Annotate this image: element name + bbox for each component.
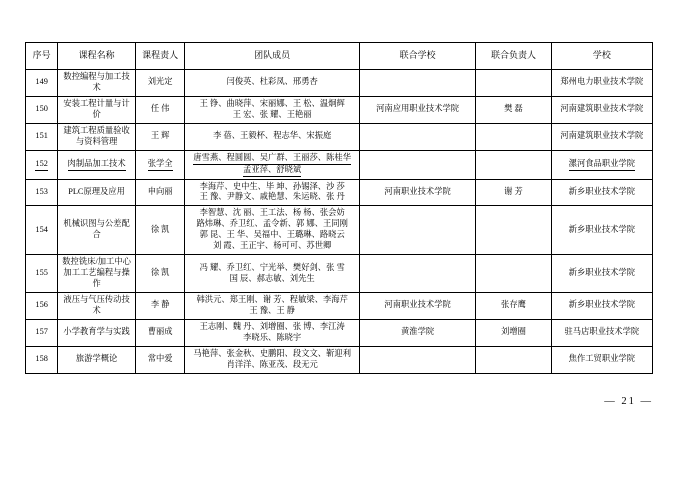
cell-union-school	[359, 123, 475, 150]
page-number: — 21 —	[604, 396, 653, 407]
table-body	[26, 70, 653, 374]
cell-course-leader: 张学全	[135, 150, 185, 179]
cell-school: 新乡职业技术学院	[551, 179, 652, 206]
cell-sequence: 156	[26, 292, 58, 319]
cell-course-leader: 常中爱	[135, 346, 185, 373]
column-header-seq: 序号	[26, 43, 58, 70]
cell-team-members: 韩洪元、郑王刚、谢 芳、程敏梁、李海芹 王 豫、王 静	[185, 292, 360, 319]
course-table	[25, 42, 653, 374]
cell-union-leader	[476, 70, 551, 97]
cell-course-leader: 刘光定	[135, 70, 185, 97]
column-header-school: 学校	[551, 43, 652, 70]
cell-course-leader: 王 辉	[135, 123, 185, 150]
cell-team-members: 王 铮、曲晓萍、宋丽娜、王 松、温炯辉 王 宏、张 耀、王艳丽	[185, 96, 360, 123]
cell-school: 新乡职业技术学院	[551, 255, 652, 293]
cell-team-members: 冯 耀、乔卫红、宁光举、樊好剑、张 雪 国 辰、郝志敏、刘先生	[185, 255, 360, 293]
table-header	[26, 43, 653, 70]
cell-course-leader: 李 静	[135, 292, 185, 319]
cell-union-school	[359, 150, 475, 179]
cell-school: 郑州电力职业技术学院	[551, 70, 652, 97]
cell-course-leader: 任 伟	[135, 96, 185, 123]
cell-union-leader	[476, 255, 551, 293]
cell-union-leader	[476, 206, 551, 255]
cell-sequence: 158	[26, 346, 58, 373]
cell-team-members: 李海芹、史中生、毕 坤、孙锡泽、沙 莎 王 豫、尹静文、戚艳慧、朱运晓、张 丹	[185, 179, 360, 206]
cell-course-name: 机械识图与公差配合	[58, 206, 136, 255]
table-row	[26, 179, 653, 206]
cell-course-leader: 徐 凯	[135, 206, 185, 255]
table-row	[26, 96, 653, 123]
cell-course-name: 数控铣床/加工中心加工工艺编程与操作	[58, 255, 136, 293]
cell-team-members: 唐雪燕、程圆圆、吴广群、王丽莎、陈桂华 孟亚萍、舒晓斌	[185, 150, 360, 179]
column-header-course-leader: 课程责人	[135, 43, 185, 70]
cell-school: 新乡职业技术学院	[551, 206, 652, 255]
table-row	[26, 206, 653, 255]
cell-course-name: 旅游学概论	[58, 346, 136, 373]
cell-course-name: 建筑工程质量验收与资料管理	[58, 123, 136, 150]
cell-school: 河南建筑职业技术学院	[551, 96, 652, 123]
cell-union-school	[359, 206, 475, 255]
cell-union-school	[359, 346, 475, 373]
cell-course-leader: 曹丽成	[135, 319, 185, 346]
cell-sequence: 152	[26, 150, 58, 179]
cell-school: 驻马店职业技术学院	[551, 319, 652, 346]
column-header-union-school: 联合学校	[359, 43, 475, 70]
table-row	[26, 123, 653, 150]
table-row	[26, 346, 653, 373]
cell-sequence: 149	[26, 70, 58, 97]
cell-union-leader: 刘增圈	[476, 319, 551, 346]
cell-sequence: 157	[26, 319, 58, 346]
cell-sequence: 151	[26, 123, 58, 150]
cell-union-school: 河南应用职业技术学院	[359, 96, 475, 123]
cell-school: 漯河食品职业学院	[551, 150, 652, 179]
cell-team-members: 李 蓓、王毅杯、程志华、宋振庭	[185, 123, 360, 150]
cell-course-leader: 徐 凯	[135, 255, 185, 293]
cell-team-members: 闫俊英、杜彩凤、邢勇杏	[185, 70, 360, 97]
cell-union-school: 黄淮学院	[359, 319, 475, 346]
table-row	[26, 292, 653, 319]
cell-union-leader: 谢 芳	[476, 179, 551, 206]
cell-union-school: 河南职业技术学院	[359, 292, 475, 319]
cell-union-leader	[476, 123, 551, 150]
cell-union-school	[359, 70, 475, 97]
cell-sequence: 155	[26, 255, 58, 293]
cell-sequence: 153	[26, 179, 58, 206]
column-header-union-leader: 联合负责人	[476, 43, 551, 70]
table-header-row	[26, 43, 653, 70]
cell-course-leader: 申向丽	[135, 179, 185, 206]
cell-course-name: 小学教育学与实践	[58, 319, 136, 346]
cell-team-members: 马艳萍、张金秋、史鹏阳、段文文、靳迎利 肖洋洋、陈亚茂、段无元	[185, 346, 360, 373]
cell-course-name: 肉制品加工技术	[58, 150, 136, 179]
column-header-course-name: 课程名称	[58, 43, 136, 70]
cell-union-leader	[476, 150, 551, 179]
cell-sequence: 154	[26, 206, 58, 255]
cell-course-name: PLC原理及应用	[58, 179, 136, 206]
cell-school: 新乡职业技术学院	[551, 292, 652, 319]
cell-sequence: 150	[26, 96, 58, 123]
cell-course-name: 液压与气压传动技术	[58, 292, 136, 319]
cell-course-name: 数控编程与加工技术	[58, 70, 136, 97]
cell-school: 河南建筑职业技术学院	[551, 123, 652, 150]
cell-union-leader: 樊 磊	[476, 96, 551, 123]
cell-team-members: 李智慧、沈 丽、王工法、杨 杨、张会妨 路炜琳、乔卫红、孟令新、郭 娜、王同刚 郭 昆、王 华、吴福中、王璐琳、路晓云 刘 霞、王正宇、杨可可、苏世卿	[185, 206, 360, 255]
table-row	[26, 319, 653, 346]
table-row	[26, 255, 653, 293]
cell-union-leader	[476, 346, 551, 373]
column-header-team-members: 团队成员	[185, 43, 360, 70]
table-row	[26, 150, 653, 179]
cell-union-leader: 张存鹰	[476, 292, 551, 319]
cell-union-school: 河南职业技术学院	[359, 179, 475, 206]
cell-union-school	[359, 255, 475, 293]
cell-course-name: 安装工程计量与计价	[58, 96, 136, 123]
table-row	[26, 70, 653, 97]
cell-school: 焦作工贸职业学院	[551, 346, 652, 373]
cell-team-members: 王志刚、魏 丹、刘增圈、张 博、李江涛 李晓乐、陈晓宇	[185, 319, 360, 346]
